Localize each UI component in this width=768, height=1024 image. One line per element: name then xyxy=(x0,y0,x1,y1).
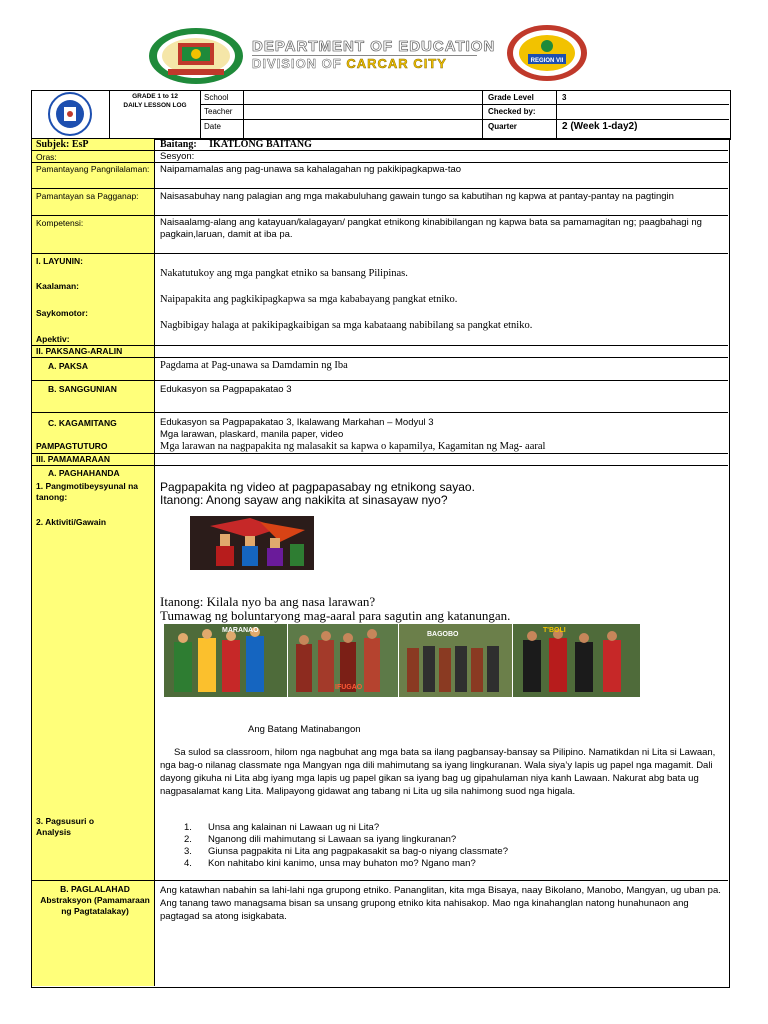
info-divider xyxy=(200,104,729,105)
knowledge-label: Kaalaman: xyxy=(36,281,79,291)
competency-text: Naisaalamg-alang ang katayuan/kalagayan/ pangkat etnikong kinabibilangan ng kapwa bata sa pamamagitan ng; paagbahagi ng pagkain,laruan, damit at iba pa. xyxy=(160,217,702,240)
materials-line-2: Mga larawan, plaskard, manila paper, video xyxy=(160,429,344,440)
maranao-caption: MARANAO xyxy=(222,627,259,634)
deped-logo-cell xyxy=(31,90,110,138)
grade-label: Baitang: IKATLONG BAITANG xyxy=(160,139,312,150)
row-divider xyxy=(32,380,728,381)
subject-label: Subjek: EsP xyxy=(36,139,89,150)
story-text: Sa sulod sa classroom, hilom nga nagbuhat ang mga bata sa ilang pagbansay-bansay sa Pilipino. Namatikdan ni Lita si Lawaan, nga bag-o nilanag classmate nga Mangyan nga dili mahimutang sa iyang lingkuranan. Wala siya’y lapis ug papel nga magamit. Dali dayong gikuha ni Lita abg iyang mga lapis ug papel gikan sa iyang bag ug gipahulaman niya kanh Lawaan. Nakurat abg bata ug nagpasalamat kang Lita. Malipayong gidawat ang tabang ni Lita ug sila nahimong suod nga higala. xyxy=(160,747,716,797)
performance-standard-label: Pamantayan sa Pagganap: xyxy=(36,191,139,201)
instructional-label: PAMPAGTUTURO xyxy=(36,441,108,451)
activity-line-2: Itanong: Anong sayaw ang nakikita at sinasayaw nyo? xyxy=(160,493,448,507)
ifugao-caption: IFUGAO xyxy=(335,684,363,691)
deped-circle-logo xyxy=(31,90,109,138)
psychomotor-label: Saykomotor: xyxy=(36,308,88,318)
row-divider xyxy=(32,162,728,163)
department-title: DEPARTMENT OF EDUCATION xyxy=(252,38,496,55)
reference-label: B. SANGGUNIAN xyxy=(48,384,117,394)
maranao-photo xyxy=(164,624,287,697)
row-divider xyxy=(32,880,728,881)
grade-level-value: 3 xyxy=(562,93,567,102)
info-divider xyxy=(556,90,557,138)
subject-matter-label: II. PAKSANG-ARALIN xyxy=(36,346,123,356)
bagobo-photo xyxy=(399,624,512,697)
activity-line-3: Itanong: Kilala nyo ba ang nasa larawan? xyxy=(160,594,376,609)
topic-label: A. PAKSA xyxy=(48,361,88,371)
region-seal-logo xyxy=(506,24,588,82)
info-divider xyxy=(243,90,244,138)
row-divider xyxy=(32,215,728,216)
row-divider xyxy=(32,357,728,358)
deped-seal-logo xyxy=(148,27,244,85)
row-divider xyxy=(32,453,728,454)
row-divider xyxy=(32,412,728,413)
activity-line-1: Pagpapakita ng video at pagpapasabay ng etnikong sayao. xyxy=(160,480,475,494)
activity-line-4: Tumawag ng boluntaryong mag-aaral para sagutin ang katanungan. xyxy=(160,608,511,623)
activity-label: 2. Aktiviti/Gawain xyxy=(36,517,107,527)
row-divider xyxy=(32,253,728,254)
row-divider xyxy=(32,150,728,151)
column-divider xyxy=(154,139,155,986)
topic-text: Pagdama at Pag-unawa sa Damdamin ng Iba xyxy=(160,360,348,371)
reference-text: Edukasyon sa Pagpapakatao 3 xyxy=(160,384,292,395)
row-divider xyxy=(32,465,728,466)
question-item: 1. Unsa ang kalainan ni Lawaan ug ni Lita? xyxy=(184,822,380,833)
knowledge-text: Nakatutukoy ang mga pangkat etniko sa bansang Pilipinas. xyxy=(160,268,408,279)
story-title: Ang Batang Matinabangon xyxy=(248,724,361,735)
info-divider xyxy=(200,90,201,138)
question-item: 3. Giunsa pagpakita ni Lita ang pagpakasakit sa bag-o niyang classmate? xyxy=(184,846,508,857)
daily-lesson-log-title: GRADE 1 to 12 DAILY LESSON LOG xyxy=(123,93,187,109)
analysis-label: 3. Pagsusuri o Analysis xyxy=(36,816,95,837)
question-item: 4. Kon nahitabo kini kanimo, unsa may buhaton mo? Ngano man? xyxy=(184,858,476,869)
competency-label: Kompetensi: xyxy=(36,218,84,228)
info-divider xyxy=(482,90,483,138)
school-label: School xyxy=(204,93,229,102)
info-divider xyxy=(200,119,729,120)
materials-line-3: Mga larawan na nagpapakita ng malasakit sa kapwa o kapamilya, Kagamitan ng Mag- aaral xyxy=(160,441,546,452)
materials-label: C. KAGAMITANG xyxy=(48,418,117,428)
preparation-label: A. PAGHAHANDA xyxy=(48,468,120,478)
content-standard-label: Pamantayang Pangnilalaman: xyxy=(36,164,150,174)
tboli-photo xyxy=(513,624,640,697)
analysis-questions xyxy=(184,822,724,870)
procedure-label: III. PAMAMARAAN xyxy=(36,454,110,464)
ifugao-photo xyxy=(288,624,398,697)
svg-text:REGION VII: REGION VII xyxy=(530,58,564,64)
question-item: 2. Nganong dili mahimutang si Lawaan sa iyang lingkuranan? xyxy=(184,834,457,845)
bagobo-caption: BAGOBO xyxy=(427,631,459,638)
affective-text: Nagbibigay halaga at pakikipagkaibigan sa mga kabataang nabibilang sa pangkat etniko. xyxy=(160,320,533,331)
grade-level-label: Grade Level xyxy=(488,93,534,102)
affective-label: Apektiv: xyxy=(36,334,70,344)
oras-label: Oras: xyxy=(36,152,57,162)
ethnic-dance-image xyxy=(190,516,314,570)
date-label: Date xyxy=(204,122,221,131)
row-divider xyxy=(32,345,728,346)
objectives-label: I. LAYUNIN: xyxy=(36,256,83,266)
abstraction-label: B. PAGLALAHAD Abstraksyon (Pamamaraan ng Pagtatalakay) xyxy=(40,884,150,916)
tboli-caption: T'BOLI xyxy=(543,627,566,634)
materials-line-1: Edukasyon sa Pagpapakatao 3, Ikalawang Markahan – Modyul 3 xyxy=(160,417,434,428)
quarter-label: Quarter xyxy=(488,122,517,131)
motivation-label: 1. Pangmotibeysyunal na tanong: xyxy=(36,481,139,502)
content-standard-text: Naipamamalas ang pag-unawa sa kahalagahan ng pakikipagkapwa-tao xyxy=(160,164,462,175)
row-divider xyxy=(32,188,728,189)
checked-by-label: Checked by: xyxy=(488,107,536,116)
sesyon-text: Sesyon: xyxy=(160,151,195,162)
abstraction-text: Ang katawhan nabahin sa lahi-lahi nga grupong etniko. Pananglitan, kita mga Bisaya, naay Bikolano, Manobo, Mangyan, ug uban pa. Ang tanang tawo managsama bisan sa unsang grupong etniko kita nahisakop. Mao nga kinahanglan natong hunahunaon ang pagtagad sa atong isigkabata. xyxy=(160,885,721,922)
performance-standard-text: Naisasabuhay nang palagian ang mga makabuluhang gawain tungo sa kabutihan ng kapwa at pantay-pantay na pagtingin xyxy=(160,191,674,202)
psychomotor-text: Naipapakita ang pagkikipagkapwa sa mga kababayang pangkat etniko. xyxy=(160,294,458,305)
division-title: DIVISION OF CARCAR CITY xyxy=(252,56,447,71)
teacher-label: Teacher xyxy=(204,107,233,116)
quarter-value: 2 (Week 1-day2) xyxy=(562,121,638,132)
